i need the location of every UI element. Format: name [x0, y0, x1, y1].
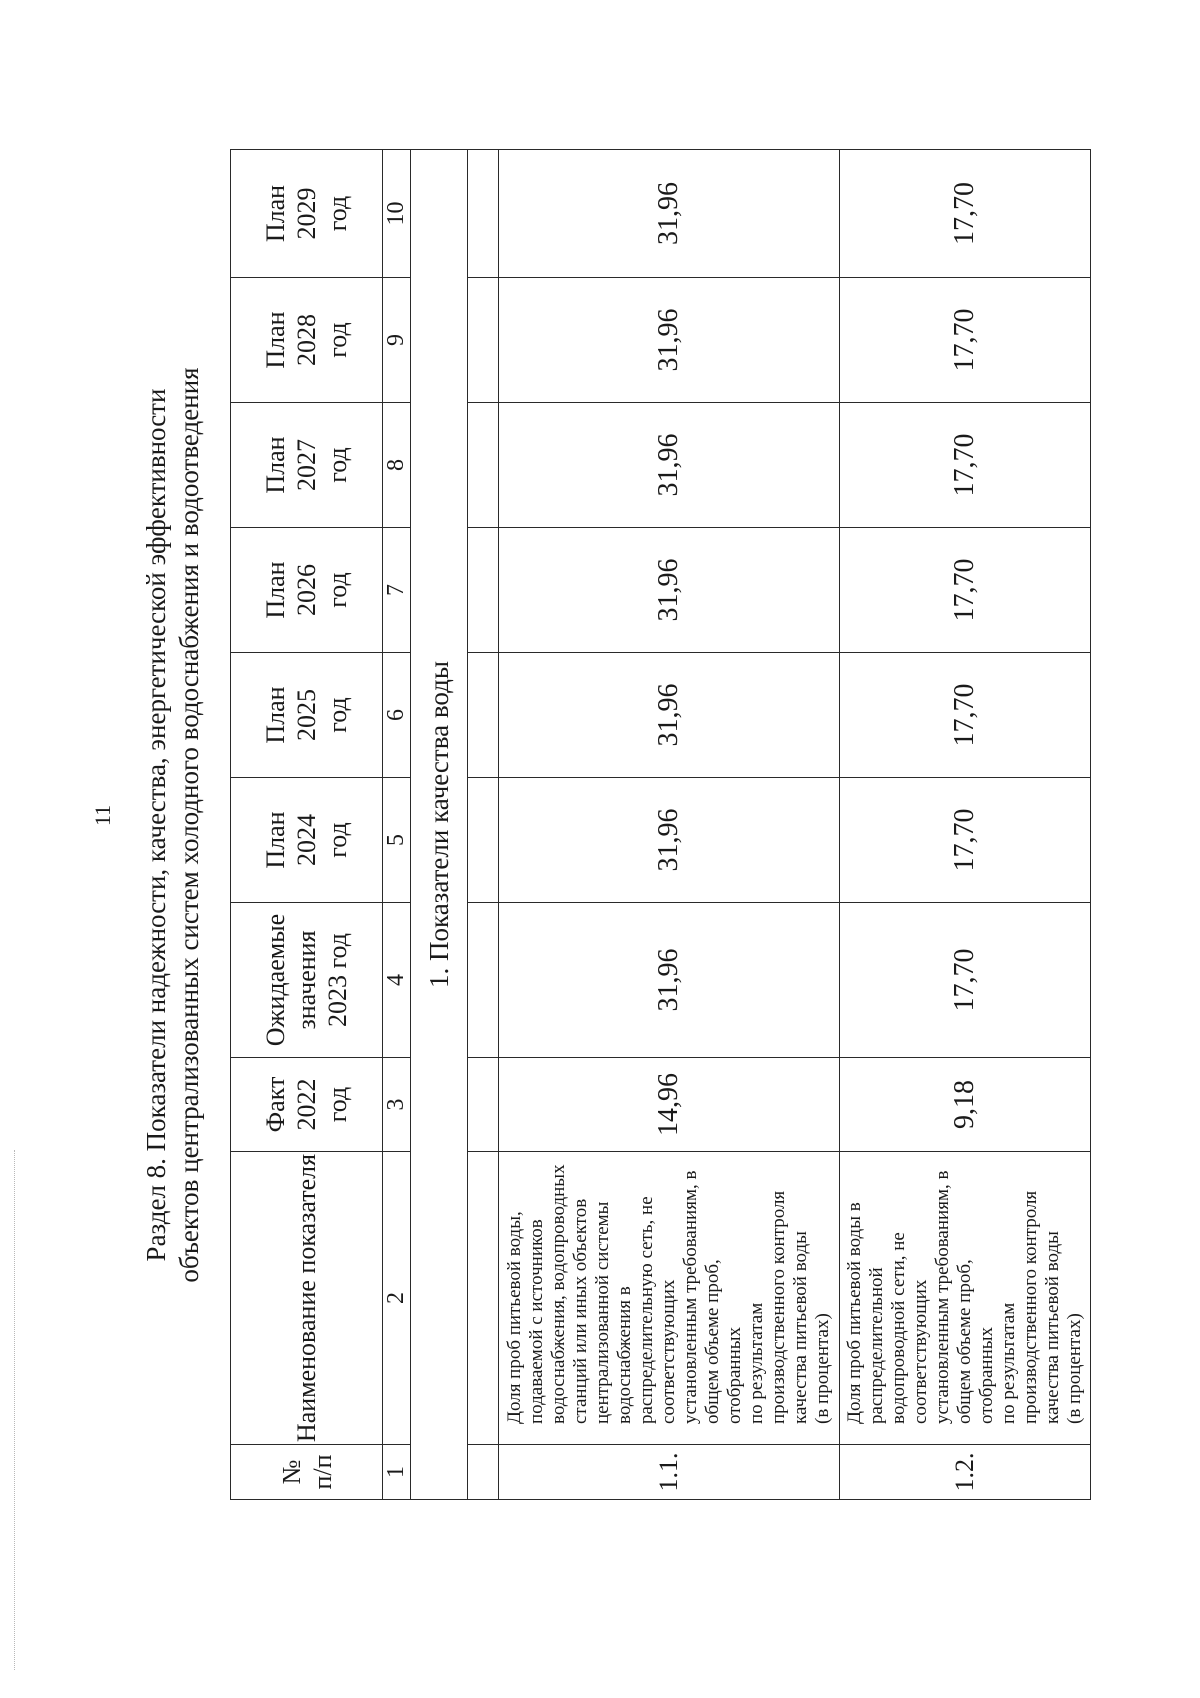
column-number-row [383, 150, 411, 1500]
header-number: № п/п [231, 1445, 383, 1500]
value-cell: 31,96 [499, 653, 840, 778]
scan-edge-mark [14, 1150, 17, 1670]
header-indicator-name: Наименование показателя [231, 1152, 383, 1445]
indicator-description: Доля проб питьевой воды, подаваемой с источников водоснабжения, водопроводных станций или иных объектов централизованной системы водоснабжения в распределительную сеть, не соответствующих установленным требованиям, в общем объеме проб, отобранных по результатам производственного контроля качества питьевой воды (в процентах) [499, 1152, 840, 1445]
value-cell: 17,70 [840, 903, 1091, 1058]
table-row [499, 150, 840, 1500]
rotated-page-content [140, 150, 1130, 1500]
value-cell: 31,96 [499, 150, 840, 278]
header-plan-2029: План 2029 год [231, 150, 383, 278]
value-cell: 17,70 [840, 778, 1091, 903]
header-fact-2022: Факт 2022 год [231, 1058, 383, 1152]
header-plan-2025: План 2025 год [231, 653, 383, 778]
value-cell: 17,70 [840, 150, 1091, 278]
header-plan-2024: План 2024 год [231, 778, 383, 903]
value-cell: 31,96 [499, 903, 840, 1058]
value-cell: 9,18 [840, 1058, 1091, 1152]
column-number: 7 [383, 528, 411, 653]
column-number: 9 [383, 278, 411, 403]
indicator-description: Доля проб питьевой воды в распределительной водопроводной сети, не соответствующих установленным требованиям, в общем объеме проб, отобранных по результатам производственного контроля качества питьевой воды (в процентах) [840, 1152, 1091, 1445]
value-cell: 31,96 [499, 528, 840, 653]
column-number: 6 [383, 653, 411, 778]
column-number: 5 [383, 778, 411, 903]
header-plan-2028: План 2028 год [231, 278, 383, 403]
column-number: 8 [383, 403, 411, 528]
table-row [840, 150, 1091, 1500]
header-plan-2026: План 2026 год [231, 528, 383, 653]
header-expected-2023: Ожидаемые значения 2023 год [231, 903, 383, 1058]
page-number: 11 [90, 804, 115, 826]
value-cell: 17,70 [840, 653, 1091, 778]
value-cell: 17,70 [840, 528, 1091, 653]
section-title-line-2: объектов централизованных систем холодного водоснабжения и водоотведения [174, 367, 204, 1283]
column-number: 3 [383, 1058, 411, 1152]
value-cell: 17,70 [840, 403, 1091, 528]
section-title [140, 150, 206, 1500]
section-row [411, 150, 468, 1500]
value-cell: 31,96 [499, 778, 840, 903]
value-cell: 14,96 [499, 1058, 840, 1152]
section-title-line-1: Раздел 8. Показатели надежности, качества, энергетической эффективности [141, 388, 171, 1262]
header-row [231, 150, 383, 1500]
column-number: 10 [383, 150, 411, 278]
value-cell: 17,70 [840, 278, 1091, 403]
header-plan-2027: План 2027 год [231, 403, 383, 528]
spacer-row [468, 150, 499, 1500]
row-index: 1.1. [499, 1445, 840, 1500]
value-cell: 31,96 [499, 278, 840, 403]
indicators-table [230, 149, 1091, 1500]
column-number: 2 [383, 1152, 411, 1445]
value-cell: 31,96 [499, 403, 840, 528]
column-number: 1 [383, 1445, 411, 1500]
section-heading: 1. Показатели качества воды [411, 150, 468, 1500]
column-number: 4 [383, 903, 411, 1058]
row-index: 1.2. [840, 1445, 1091, 1500]
